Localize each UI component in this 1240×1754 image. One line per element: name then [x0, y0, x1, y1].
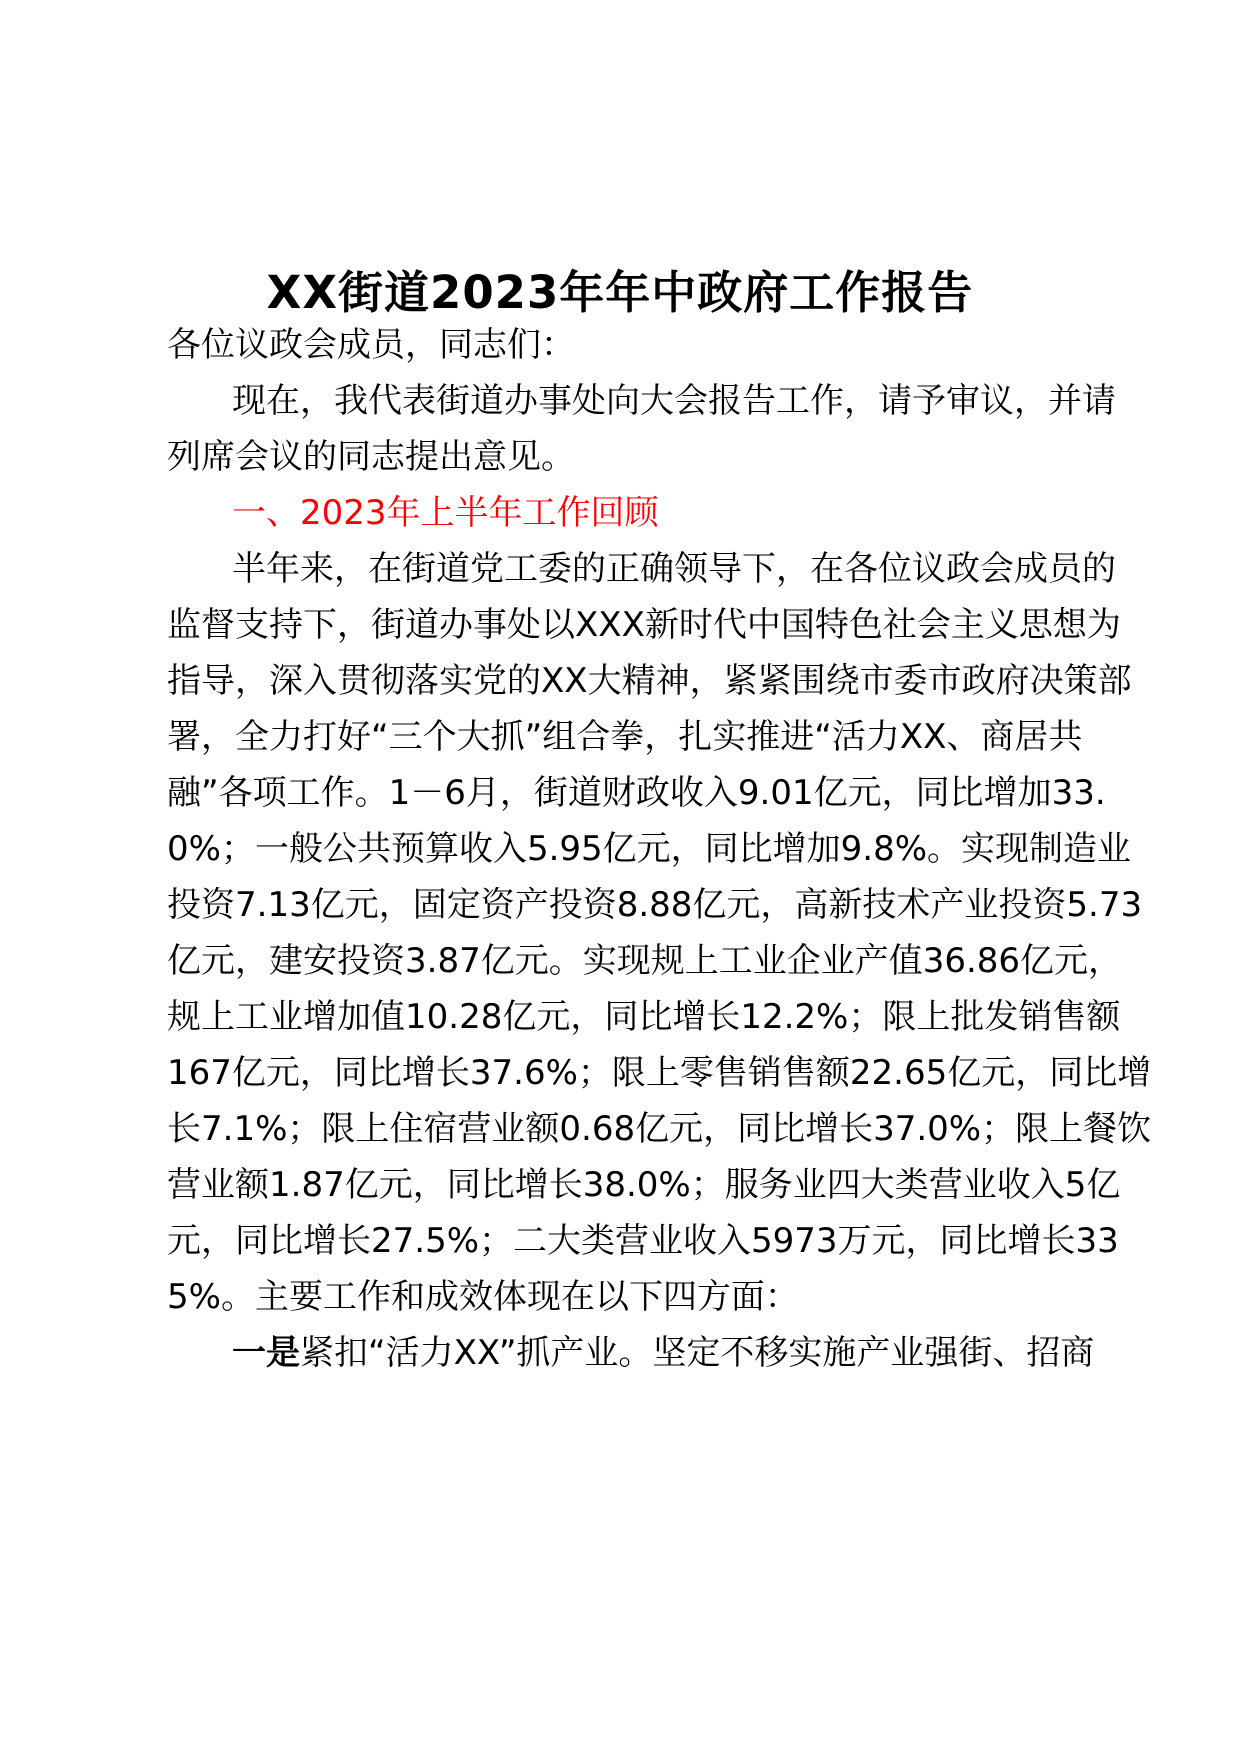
point-one-line	[232, 1329, 1094, 1377]
body-line: 0%；一般公共预算收入5.95亿元，同比增加9.8%。实现制造业	[167, 829, 1132, 869]
point-one-label: 一是	[232, 1333, 300, 1373]
body-line: 长7.1%；限上住宿营业额0.68亿元，同比增长37.0%；限上餐饮	[167, 1109, 1152, 1149]
point-one-text: 紧扣“活力XX”抓产业。坚定不移实施产业强街、招商	[300, 1333, 1095, 1373]
body-line: 署，全力打好“三个大抓”组合拳，扎实推进“活力XX、商居共	[167, 717, 1083, 757]
body-line: 半年来，在街道党工委的正确领导下，在各位议政会成员的	[232, 549, 1116, 589]
body-line: 指导，深入贯彻落实党的XX大精神，紧紧围绕市委市政府决策部	[167, 661, 1132, 701]
body-line: 投资7.13亿元，固定资产投资8.88亿元，高新技术产业投资5.73	[167, 885, 1143, 925]
intro-line-1: 现在，我代表街道办事处向大会报告工作，请予审议，并请	[232, 381, 1116, 421]
body-line: 5%。主要工作和成效体现在以下四方面：	[167, 1277, 799, 1317]
section-heading: 一、2023年上半年工作回顾	[232, 493, 659, 533]
body-line: 167亿元，同比增长37.6%；限上零售销售额22.65亿元，同比增	[167, 1053, 1152, 1093]
body-line: 元，同比增长27.5%；二大类营业收入5973万元，同比增长33	[167, 1221, 1119, 1261]
body-line: 监督支持下，街道办事处以XXX新时代中国特色社会主义思想为	[167, 605, 1121, 645]
intro-line-2: 列席会议的同志提出意见。	[167, 437, 575, 477]
body-line: 亿元，建安投资3.87亿元。实现规上工业企业产值36.86亿元，	[167, 941, 1123, 981]
document-title: XX街道2023年年中政府工作报告	[266, 266, 974, 319]
body-line: 营业额1.87亿元，同比增长38.0%；服务业四大类营业收入5亿	[167, 1165, 1121, 1205]
salutation: 各位议政会成员，同志们：	[167, 325, 575, 365]
body-line: 规上工业增加值10.28亿元，同比增长12.2%；限上批发销售额	[167, 997, 1121, 1037]
body-line: 融”各项工作。1－6月，街道财政收入9.01亿元，同比增加33.	[167, 773, 1106, 813]
